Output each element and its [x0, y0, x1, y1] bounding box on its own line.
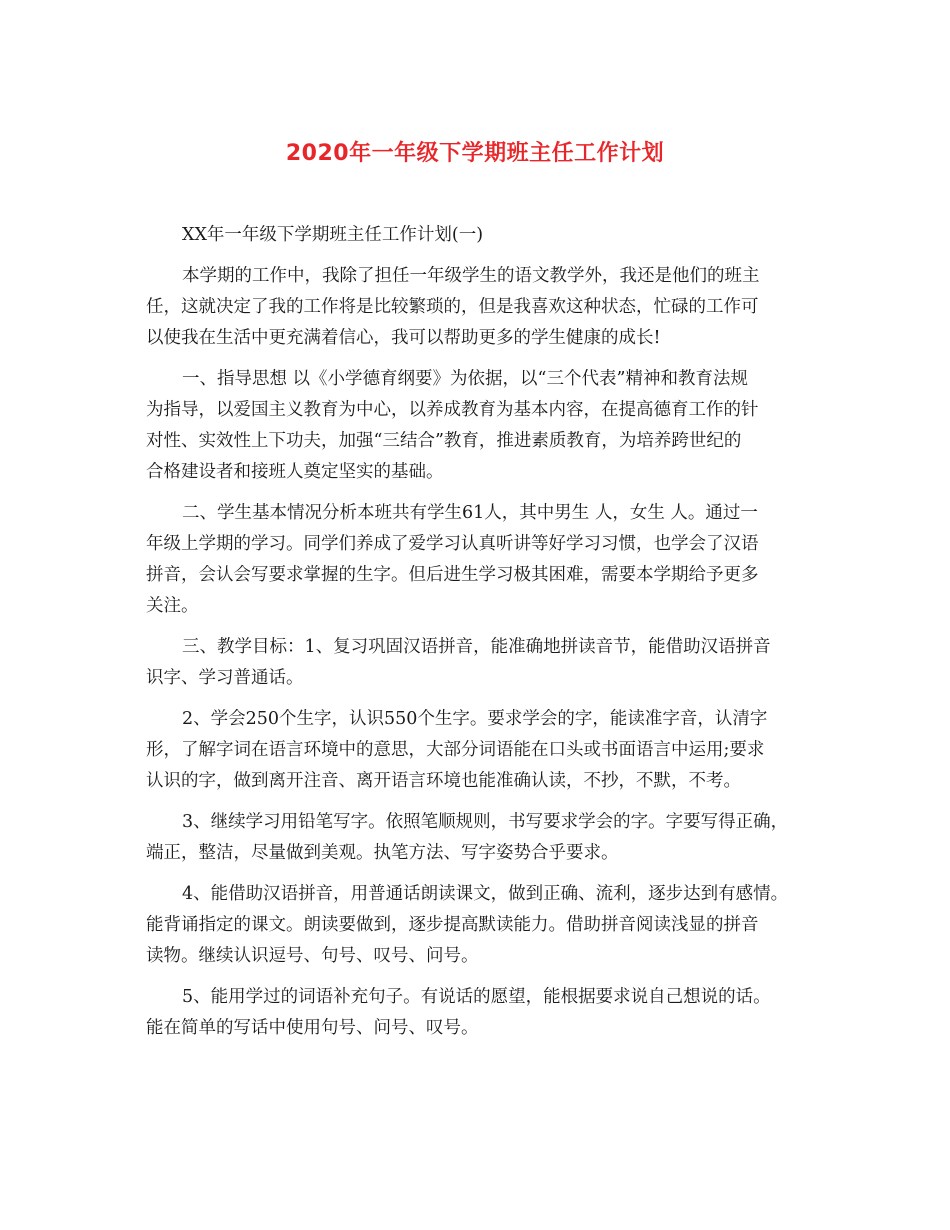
text-line: 识字、学习普通话。	[146, 668, 304, 688]
paragraph-gap	[146, 694, 806, 704]
text-line: 4、能借助汉语拼音，用普通话朗读课文，做到正确、流利，逐步达到有感情。	[182, 884, 789, 904]
page-title: 2020年一年级下学期班主任工作计划	[285, 141, 665, 166]
document-body	[146, 220, 806, 1044]
text-line: 形，了解字词在语言环境中的意思，大部分词语能在口头或书面语言中运用;要求	[146, 740, 765, 760]
paragraph-gap	[146, 622, 806, 632]
text-line: 一、指导思想 以《小学德育纲要》为依据，以“三个代表”精神和教育法规	[182, 369, 748, 389]
text-line: XX年一年级下学期班主任工作计划(一)	[182, 225, 484, 245]
paragraph-gap	[146, 251, 806, 261]
text-line: 三、教学目标：1、复习巩固汉语拼音，能准确地拼读音节，能借助汉语拼音	[182, 637, 771, 657]
paragraph-gap	[146, 797, 806, 807]
text-line: 3、继续学习用铅笔写字。依照笔顺规则，书写要求学会的字。字要写得正确，	[182, 812, 789, 832]
text-line: 端正，整洁，尽量做到美观。执笔方法、写字姿势合乎要求。	[146, 843, 619, 863]
text-line: 拼音，会认会写要求掌握的生字。但后进生学习极其困难，需要本学期给予更多	[146, 565, 759, 585]
paragraph-gap	[146, 354, 806, 364]
text-line: 本学期的工作中，我除了担任一年级学生的语文教学外，我还是他们的班主	[182, 266, 760, 286]
text-line: 关注。	[146, 596, 199, 616]
text-line: 能背诵指定的课文。朗读要做到，逐步提高默读能力。借助拼音阅读浅显的拼音	[146, 915, 759, 935]
text-line: 读物。继续认识逗号、句号、叹号、问号。	[146, 946, 479, 966]
text-line: 对性、实效性上下功夫，加强“三结合”教育，推进素质教育，为培养跨世纪的	[146, 431, 742, 451]
text-line: 5、能用学过的词语补充句子。有说话的愿望，能根据要求说自己想说的话。	[182, 987, 771, 1007]
text-line: 二、学生基本情况分析本班共有学生61人，其中男生 人，女生 人。通过一	[182, 503, 758, 523]
text-line: 合格建设者和接班人奠定坚实的基础。	[146, 462, 444, 482]
text-line: 认识的字，做到离开注音、离开语言环境也能准确认读，不抄，不默，不考。	[146, 771, 741, 791]
text-line: 年级上学期的学习。同学们养成了爱学习认真听讲等好学习习惯，也学会了汉语	[146, 534, 759, 554]
text-line: 为指导，以爱国主义教育为中心，以养成教育为基本内容，在提高德育工作的针	[146, 400, 759, 420]
paragraph-gap	[146, 972, 806, 982]
paragraph-gap	[146, 488, 806, 498]
text-line: 任，这就决定了我的工作将是比较繁琐的，但是我喜欢这种状态，忙碌的工作可	[146, 297, 759, 317]
text-line: 能在简单的写话中使用句号、问号、叹号。	[146, 1018, 479, 1038]
text-line: 2、学会250个生字，认识550个生字。要求学会的字，能读准字音，认清字	[182, 709, 768, 729]
text-line: 以使我在生活中更充满着信心，我可以帮助更多的学生健康的成长!	[146, 328, 661, 348]
paragraph-gap	[146, 869, 806, 879]
